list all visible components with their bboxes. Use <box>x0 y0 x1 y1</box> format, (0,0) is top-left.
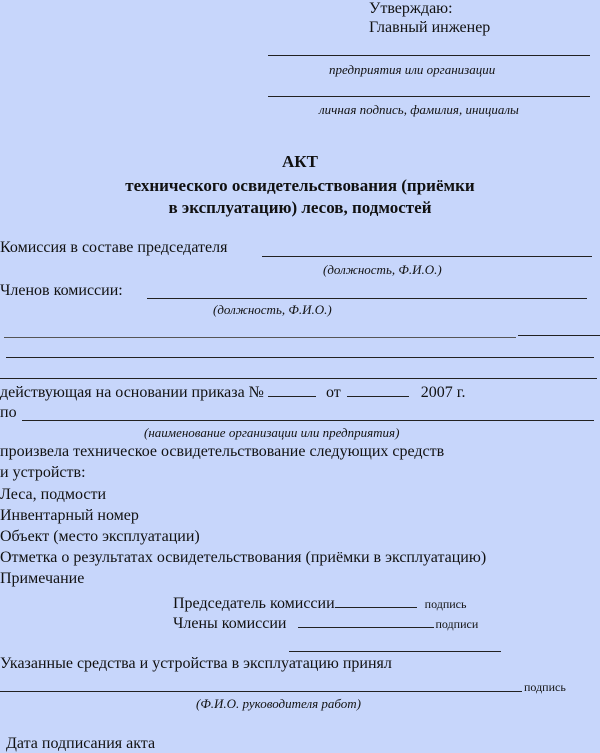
chair-signature-field[interactable] <box>335 593 417 608</box>
acceptance-caption: (Ф.И.О. руководителя работ) <box>196 696 362 711</box>
members-caption: (должность, Ф.И.О.) <box>213 302 332 317</box>
members-line-3[interactable] <box>6 357 594 358</box>
signature-line[interactable] <box>268 96 590 97</box>
body-line-2: и устройств: <box>0 464 86 481</box>
item-inventory-number: Инвентарный номер <box>0 507 139 524</box>
members-line-2[interactable] <box>4 337 516 338</box>
item-note: Примечание <box>0 570 85 587</box>
org-name-field[interactable] <box>22 420 594 421</box>
chair-field[interactable] <box>262 256 592 257</box>
members-line-2b[interactable] <box>518 335 600 336</box>
approval-heading: Утверждаю: <box>369 0 453 17</box>
item-scaffolding: Леса, подмости <box>0 486 107 503</box>
acceptance-text: Указанные средства и устройства в эксплуатацию принял <box>0 655 392 672</box>
item-results: Отметка о результатах освидетельствования (приёмки в эксплуатацию) <box>0 549 487 566</box>
chair-caption: (должность, Ф.И.О.) <box>323 262 442 277</box>
members-signature-label: Члены комиссии <box>173 615 287 632</box>
chair-signature-label: Председатель комиссии <box>173 595 335 612</box>
chair-label: Комиссия в составе председателя <box>0 239 228 256</box>
order-line <box>0 382 466 402</box>
order-year: 2007 г. <box>420 384 466 401</box>
members-field[interactable] <box>147 298 587 299</box>
members-signature-hint: подписи <box>435 617 479 631</box>
doc-title: АКТ <box>282 152 318 171</box>
chair-signature-hint: подпись <box>424 597 467 611</box>
order-number-field[interactable] <box>268 382 316 397</box>
order-prefix: действующая на основании приказа № <box>0 384 264 401</box>
org-caption: предприятия или организации <box>329 62 496 77</box>
members-label: Членов комиссии: <box>0 282 123 299</box>
order-by: по <box>0 404 17 421</box>
doc-subtitle-2: в эксплуатацию) лесов, подмостей <box>168 198 432 217</box>
members-signature-field-2[interactable] <box>289 651 501 652</box>
signature-caption: личная подпись, фамилия, инициалы <box>319 102 519 117</box>
org-name-caption: (наименование организации или предприятия) <box>144 425 400 440</box>
org-line[interactable] <box>268 55 590 56</box>
acceptance-sign-hint: подпись <box>524 680 566 694</box>
acceptance-name-field[interactable] <box>0 691 522 692</box>
members-signature-field[interactable] <box>298 613 434 628</box>
doc-subtitle-1: технического освидетельствования (приёмки <box>125 176 475 195</box>
approval-position: Главный инженер <box>369 19 491 36</box>
order-date-field[interactable] <box>347 382 409 397</box>
signing-date-label: Дата подписания акта <box>6 735 156 752</box>
members-signature-row <box>173 613 478 633</box>
order-from: от <box>325 384 341 401</box>
members-line-4[interactable] <box>0 378 597 379</box>
item-object: Объект (место эксплуатации) <box>0 528 200 545</box>
chair-signature-row <box>173 593 466 613</box>
body-line-1: произвела техническое освидетельствование следующих средств <box>0 443 445 460</box>
